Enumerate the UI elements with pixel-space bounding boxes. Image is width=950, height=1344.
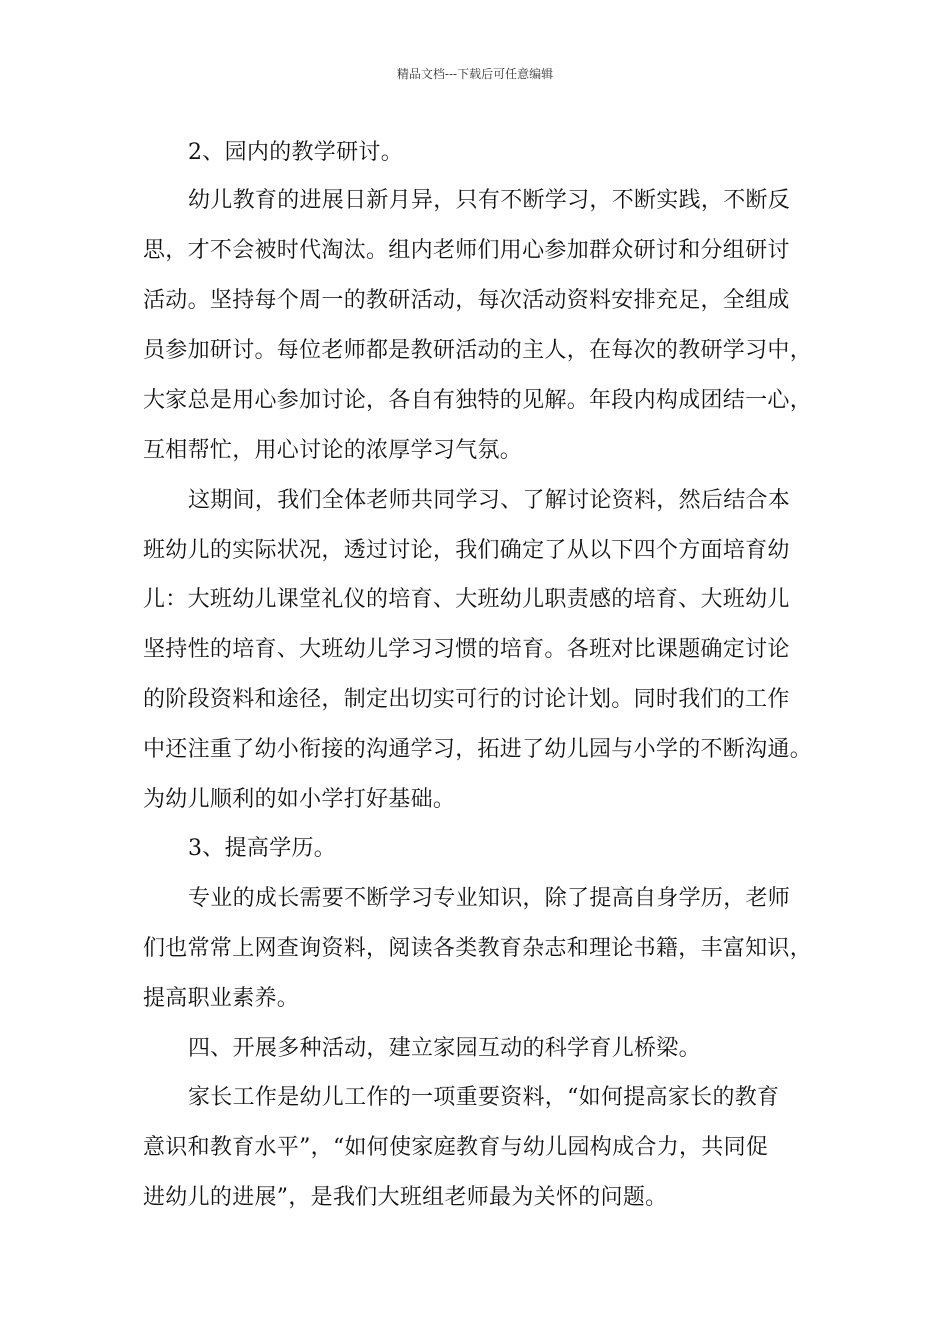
page-header: 精品文档---下载后可任意编辑 xyxy=(396,67,554,81)
paragraph-line: 思，才不会被时代淘汰。组内老师们用心参加群众研讨和分组研讨 xyxy=(143,238,790,263)
paragraph-line: 意识和教育水平”，“如何使家庭教育与幼儿园构成合力，共同促 xyxy=(143,1135,769,1160)
section-heading: 2、园内的教学研讨。 xyxy=(188,140,403,165)
paragraph-line: 这期间，我们全体老师共同学习、了解讨论资料，然后结合本 xyxy=(188,488,791,513)
paragraph-line: 们也常常上网查询资料，阅读各类教育杂志和理论书籍，丰富知识， xyxy=(143,936,813,961)
section-heading: 四、开展多种活动，建立家园互动的科学育儿桥梁。 xyxy=(188,1036,701,1061)
paragraph-line: 活动。坚持每个周一的教研活动，每次活动资料安排充足，全组成 xyxy=(143,288,790,313)
paragraph-line: 坚持性的培育、大班幼儿学习习惯的培育。各班对比课题确定讨论 xyxy=(143,637,790,662)
section-heading: 3、提高学历。 xyxy=(188,836,337,861)
paragraph-line: 提高职业素养。 xyxy=(143,986,300,1011)
paragraph-line: 员参加研讨。每位老师都是教研活动的主人，在每次的教研学习中， xyxy=(143,338,813,363)
paragraph-line: 幼儿教育的进展日新月异，只有不断学习，不断实践，不断反 xyxy=(188,188,791,213)
paragraph-line: 班幼儿的实际状况，透过讨论，我们确定了从以下四个方面培育幼 xyxy=(143,538,790,563)
paragraph-line: 的阶段资料和途径，制定出切实可行的讨论计划。同时我们的工作 xyxy=(143,687,790,712)
paragraph-line: 大家总是用心参加讨论，各自有独特的见解。年段内构成团结一心， xyxy=(143,388,813,413)
paragraph-line: 儿：大班幼儿课堂礼仪的培育、大班幼儿职责感的培育、大班幼儿 xyxy=(143,587,790,612)
paragraph-line: 专业的成长需要不断学习专业知识，除了提高自身学历，老师 xyxy=(188,886,791,911)
paragraph-line: 中还注重了幼小衔接的沟通学习，拓进了幼儿园与小学的不断沟通。 xyxy=(143,737,813,762)
paragraph-line: 进幼儿的进展”，是我们大班组老师最为关怀的问题。 xyxy=(143,1185,668,1210)
paragraph-line: 为幼儿顺利的如小学打好基础。 xyxy=(143,787,456,812)
paragraph-line: 家长工作是幼儿工作的一项重要资料，“如何提高家长的教育 xyxy=(188,1085,780,1110)
paragraph-line: 互相帮忙，用心讨论的浓厚学习气氛。 xyxy=(143,438,523,463)
